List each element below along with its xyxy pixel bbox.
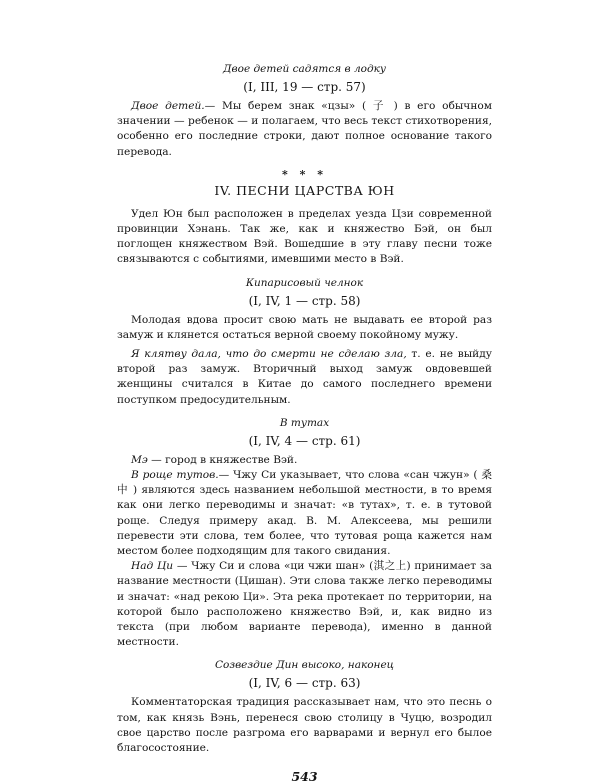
- section-separator: * * *: [282, 167, 327, 181]
- term: Двое детей.: [131, 100, 205, 112]
- paragraph-text: т. е. не выйду второй раз замуж. Вторичный выход замуж овдовевшей женщины считался в Китае до самого последнего времени поступком предосудительным.: [117, 348, 492, 406]
- term: Над Ци: [131, 560, 174, 573]
- page-number: 543: [291, 769, 318, 784]
- paragraph-text: — Чжу Си указывает, что слова «сан чжун» ( 桑中 ) являются здесь названием небольшой местности, в то время как они легко переводимы и значат: «в тутах», т. е. в тутовой роще. Следуя примеру акад. В. М. Алексеева, мы решили перевести эти слова, тем более, что тутовая роща кажется нам местом более подходящим для такого свидания.: [117, 469, 493, 558]
- paragraph-text: — Мы берем знак «цзы» ( 子 ) в его обычном значении — ребенок — и полагаем, что весь текст стихотворения, особенно его последние строки, дают полное основание такого перевода.: [117, 100, 492, 158]
- paragraph: Комментаторская традиция рассказывает нам, что это песнь о том, как князь Вэнь, перенеся свою столицу в Чуцю, возродил свое царство после разгрома его варварами и вернул его былое благосостояние.: [117, 696, 492, 755]
- section-title: Двое детей садятся в лодку: [222, 63, 386, 75]
- term: В роще тутов.: [131, 469, 219, 482]
- page-content: [117, 62, 492, 784]
- section-title: Созвездие Дин высоко, наконец: [214, 659, 394, 672]
- section-reference: (I, IV, 6 — стр. 63): [248, 676, 361, 691]
- section-title: Кипарисовый челнок: [245, 276, 364, 289]
- section-title: В тутах: [279, 416, 330, 429]
- paragraph-text: — Чжу Си и слова «ци чжи шан» (淇之上) принимает за название местности (Цишан). Эти слова также легко переводимы и значат: «над рекою Ци». Эта река протекает по территории, на которой было расположено княжество Вэй, и, как видно из текста (при любом варианте перевода), именно в данной местности.: [117, 560, 492, 649]
- paragraph: [117, 99, 492, 160]
- chapter-heading: IV. ПЕСНИ ЦАРСТВА ЮН: [214, 182, 395, 198]
- paragraph: [117, 468, 492, 559]
- term: Я клятву дала, что до смерти не сделаю зла,: [131, 348, 407, 361]
- paragraph: [117, 559, 492, 650]
- paragraph: Молодая вдова просит свою мать не выдавать ее второй раз замуж и клянется остаться верной своему покойному мужу.: [117, 313, 492, 341]
- paragraph: [117, 453, 492, 468]
- section-reference: (I, IV, 1 — стр. 58): [248, 293, 361, 308]
- paragraph: [117, 347, 492, 408]
- section-reference: (I, IV, 4 — стр. 61): [248, 433, 361, 448]
- section-reference: (I, III, 19 — стр. 57): [243, 80, 366, 94]
- chapter-intro: Удел Юн был расположен в пределах уезда Цзи современной провинции Хэнань. Так же, как и княжество Бэй, он был поглощен княжеством Вэй. Вошедшие в эту главу песни тоже связываются с событиями, имевшими место в Вэй.: [117, 207, 492, 266]
- paragraph-text: — город в княжестве Вэй.: [147, 453, 298, 466]
- term: Мэ: [131, 453, 148, 466]
